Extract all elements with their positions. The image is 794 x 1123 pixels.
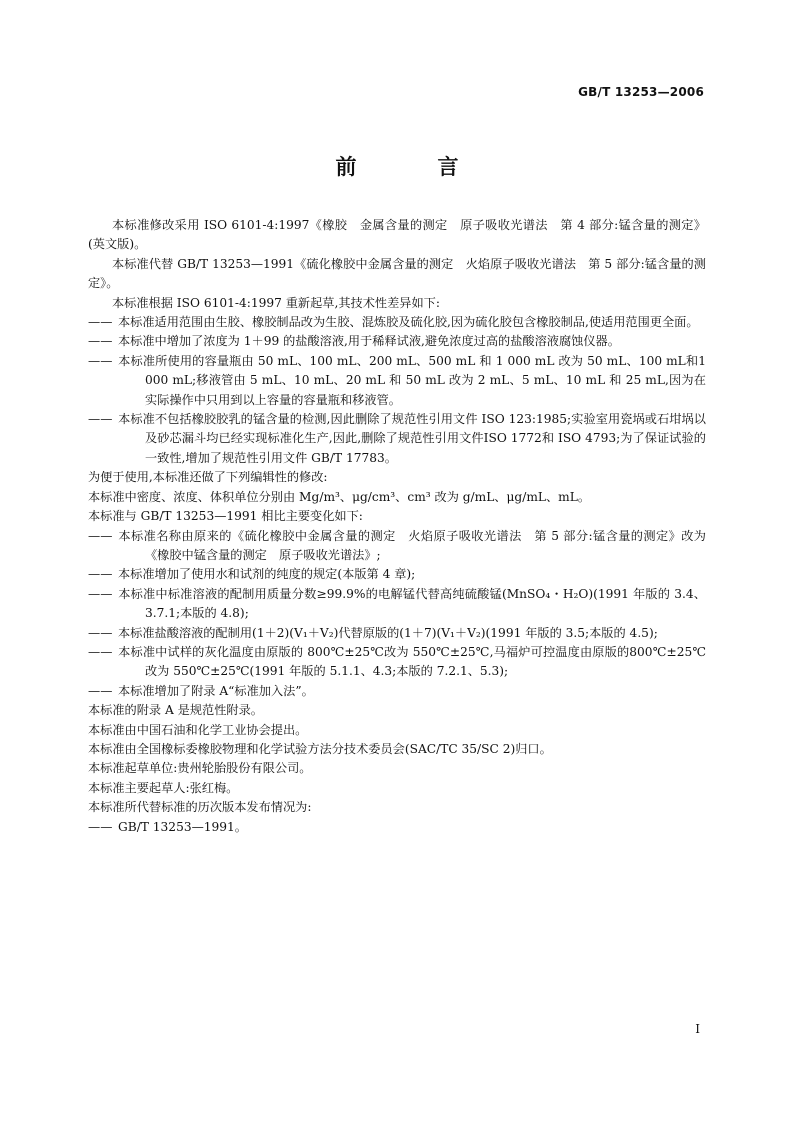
dash-item-text: 本标准不包括橡胶胶乳的锰含量的检测,因此删除了规范性引用文件 ISO 123:1985;实验室用瓷埚或石坩埚以及砂芯漏斗均已经实现标准化生产,因此,删除了规范性引用文件ISO 1772和 ISO 4793;为了保证试验的一致性,增加了规范性引用文件 GB/T 17783。 bbox=[118, 412, 706, 465]
dash-list-item bbox=[88, 585, 706, 624]
dash-mark: —— bbox=[88, 567, 113, 582]
page-number: I bbox=[695, 1022, 700, 1036]
paragraph: 本标准主要起草人:张红梅。 bbox=[88, 780, 239, 795]
dash-list-item bbox=[88, 818, 706, 837]
paragraph: 本标准中密度、浓度、体积单位分别由 Mg/m³、μg/cm³、cm³ 改为 g/mL、μg/mL、mL。 bbox=[88, 489, 591, 504]
dash-item-text: 本标准中标准溶液的配制用质量分数≥99.9%的电解锰代替高纯硫酸锰(MnSO₄・H₂O)(1991 年版的 3.4、3.7.1;本版的 4.8); bbox=[118, 586, 706, 621]
dash-list-item bbox=[88, 565, 706, 584]
dash-list-item bbox=[88, 643, 706, 682]
dash-mark: —— bbox=[88, 819, 113, 834]
dash-list-item bbox=[88, 410, 706, 468]
dash-item-text: GB/T 13253—1991。 bbox=[118, 819, 247, 834]
paragraph: 本标准的附录 A 是规范性附录。 bbox=[88, 703, 263, 718]
standard-number: GB/T 13253—2006 bbox=[578, 85, 704, 99]
dash-list-item bbox=[88, 682, 706, 701]
dash-item-text: 本标准盐酸溶液的配制用(1＋2)(V₁＋V₂)代替原版的(1＋7)(V₁＋V₂)(1991 年版的 3.5;本版的 4.5); bbox=[118, 625, 658, 640]
dash-mark: —— bbox=[88, 625, 113, 640]
dash-item-text: 本标准中增加了浓度为 1＋99 的盐酸溶液,用于稀释试液,避免浓度过高的盐酸溶液腐蚀仪器。 bbox=[118, 334, 620, 349]
paragraph: 本标准由全国橡标委橡胶物理和化学试验方法分技术委员会(SAC/TC 35/SC 2)归口。 bbox=[88, 741, 552, 756]
dash-mark: —— bbox=[88, 315, 113, 330]
dash-item-text: 本标准增加了附录 A“标准加入法”。 bbox=[118, 683, 314, 698]
dash-mark: —— bbox=[88, 353, 113, 368]
foreword-body bbox=[88, 216, 706, 837]
paragraph: 本标准由中国石油和化学工业协会提出。 bbox=[88, 722, 308, 737]
paragraph: 本标准所代替标准的历次版本发布情况为: bbox=[88, 800, 312, 815]
dash-list-item bbox=[88, 624, 706, 643]
dash-list-item bbox=[88, 313, 706, 332]
paragraph: 本标准修改采用 ISO 6101-4:1997《橡胶 金属含量的测定 原子吸收光谱法 第 4 部分:锰含量的测定》(英文版)。 bbox=[88, 218, 706, 252]
dash-list-item bbox=[88, 527, 706, 566]
dash-mark: —— bbox=[88, 586, 113, 601]
dash-mark: —— bbox=[88, 644, 113, 659]
dash-mark: —— bbox=[88, 412, 113, 427]
paragraph: 本标准根据 ISO 6101-4:1997 重新起草,其技术性差异如下: bbox=[112, 295, 440, 310]
dash-item-text: 本标准中试样的灰化温度由原版的 800℃±25℃改为 550℃±25℃,马福炉可控温度由原版的800℃±25℃改为 550℃±25℃(1991 年版的 5.1.1、4.3;本版的 7.2.1、5.3); bbox=[118, 644, 706, 679]
dash-list-item bbox=[88, 352, 706, 410]
paragraph: 为便于使用,本标准还做了下列编辑性的修改: bbox=[88, 470, 328, 485]
dash-mark: —— bbox=[88, 683, 113, 698]
dash-mark: —— bbox=[88, 528, 113, 543]
dash-mark: —— bbox=[88, 334, 113, 349]
dash-item-text: 本标准增加了使用水和试剂的纯度的规定(本版第 4 章); bbox=[118, 567, 416, 582]
paragraph: 本标准代替 GB/T 13253—1991《硫化橡胶中金属含量的测定 火焰原子吸收光谱法 第 5 部分:锰含量的测定》。 bbox=[88, 256, 706, 291]
paragraph: 本标准起草单位:贵州轮胎股份有限公司。 bbox=[88, 761, 312, 776]
dash-item-text: 本标准适用范围由生胶、橡胶制品改为生胶、混炼胶及硫化胶,因为硫化胶包含橡胶制品,使适用范围更全面。 bbox=[118, 315, 699, 330]
dash-item-text: 本标准名称由原来的《硫化橡胶中金属含量的测定 火焰原子吸收光谱法 第 5 部分:锰含量的测定》改为《橡胶中锰含量的测定 原子吸收光谱法》; bbox=[118, 528, 706, 562]
paragraph: 本标准与 GB/T 13253—1991 相比主要变化如下: bbox=[88, 509, 363, 524]
dash-list-item bbox=[88, 332, 706, 351]
dash-item-text: 本标准所使用的容量瓶由 50 mL、100 mL、200 mL、500 mL 和 1 000 mL 改为 50 mL、100 mL和1 000 mL;移液管由 5 mL、10 mL、20 mL 和 50 mL 改为 2 mL、5 mL、10 mL 和 25 mL,因为在实际操作中只用到以上容量的容量瓶和移液管。 bbox=[118, 353, 706, 407]
page-title: 前 言 bbox=[335, 155, 489, 179]
